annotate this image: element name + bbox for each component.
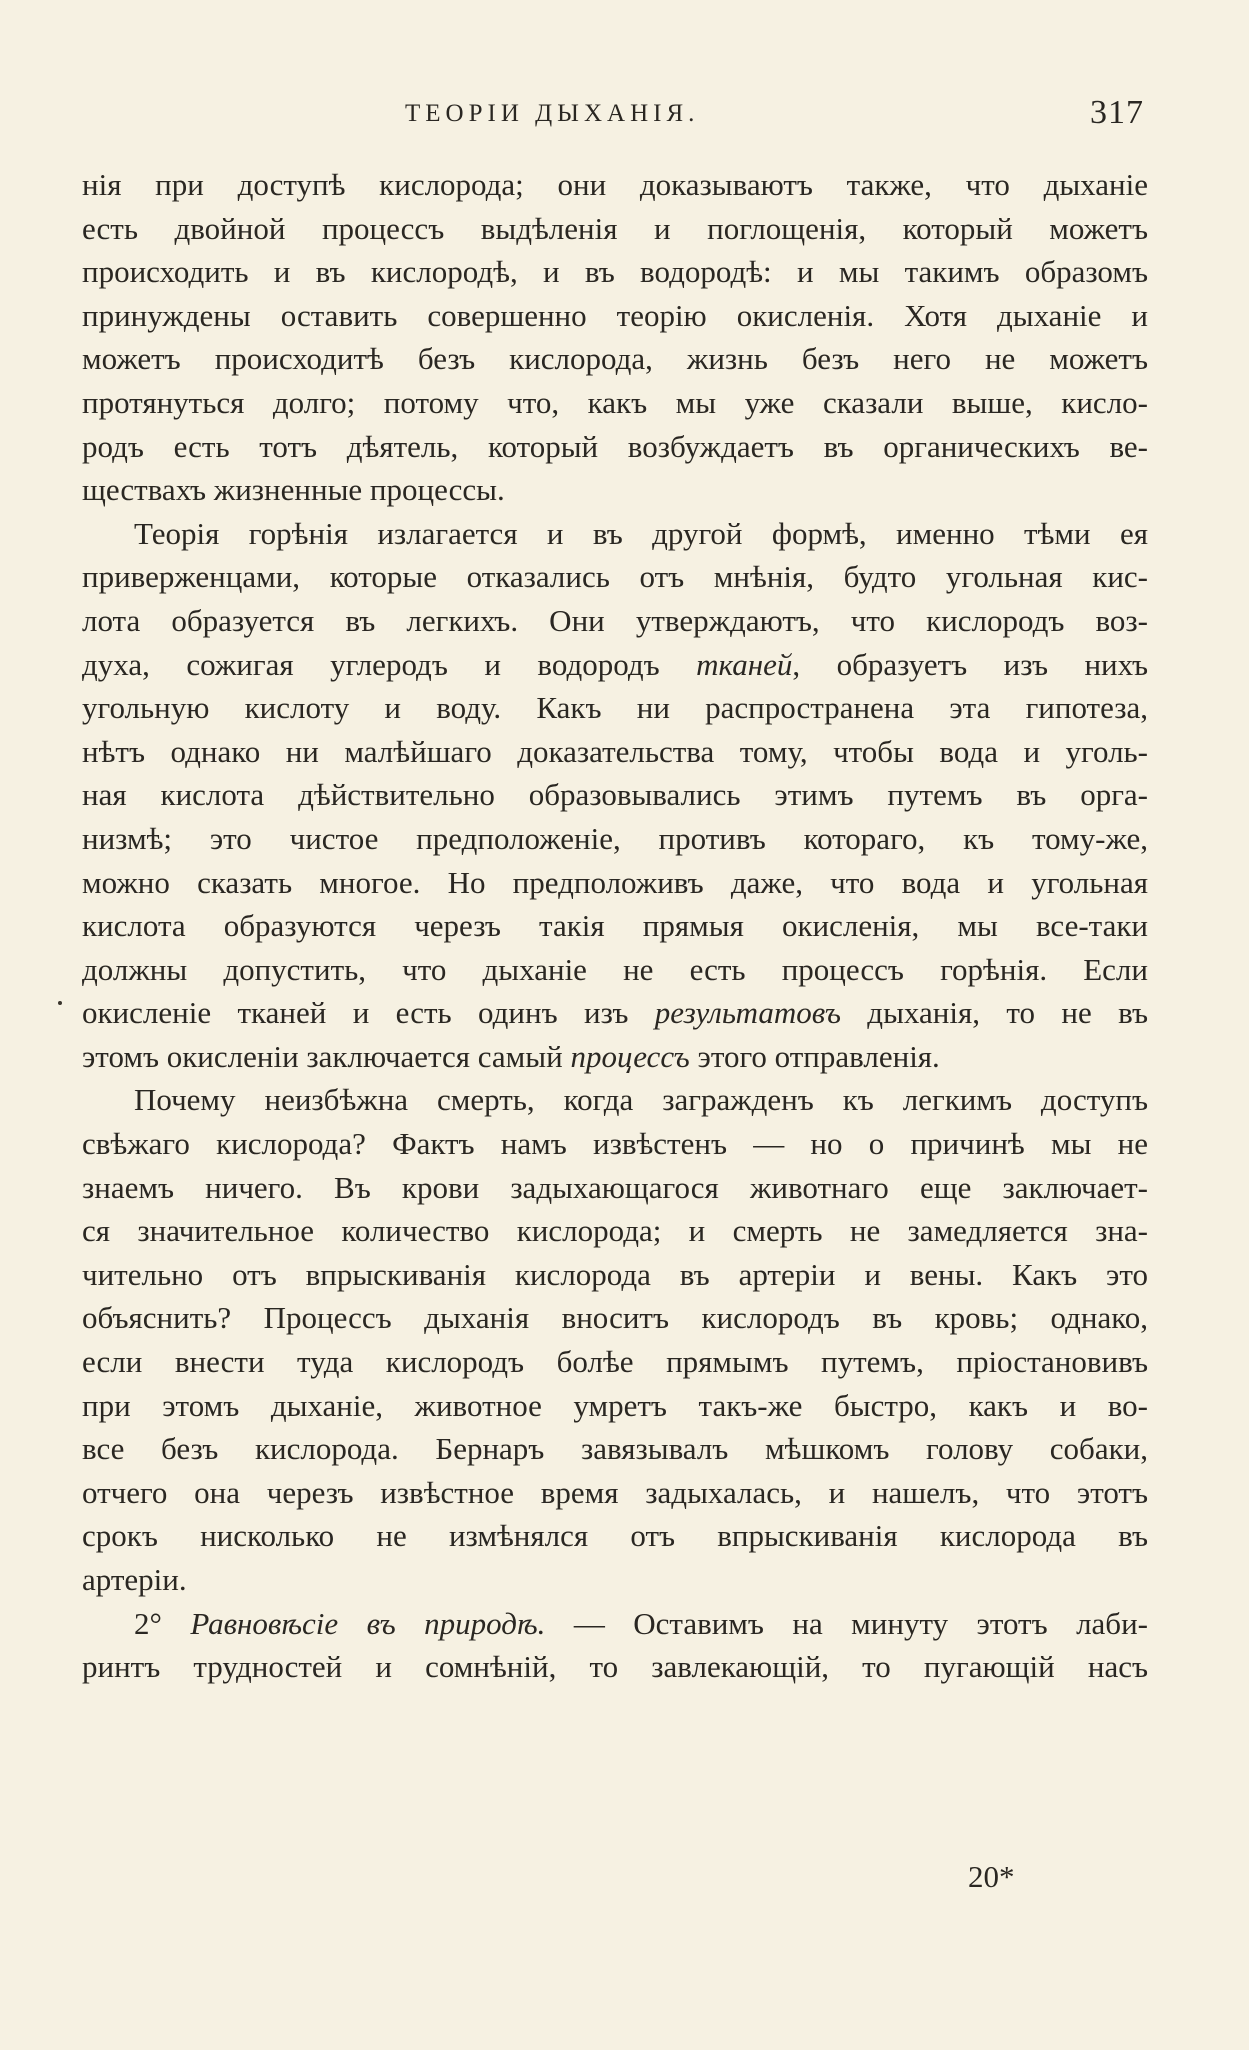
- text-line: отчего она черезъ извѣстное время задыхалась, и нашелъ, что этотъ: [82, 1474, 1148, 1510]
- text-line: [82, 991, 1148, 1035]
- print-speck: [58, 1001, 62, 1005]
- italic-term: результатовъ: [654, 995, 841, 1031]
- text-line: нѣтъ однако ни малѣйшаго доказательства тому, чтобы вода и уголь-: [82, 733, 1148, 769]
- text-run: окисленіе тканей и есть одинъ изъ: [82, 995, 655, 1031]
- body-text: [82, 163, 1148, 1689]
- text-line: чительно отъ впрыскиванія кислорода въ артеріи и вены. Какъ это: [82, 1256, 1148, 1292]
- text-line: объяснить? Процессъ дыханія вноситъ кислородъ въ кровь; однако,: [82, 1300, 1148, 1336]
- text-run: дыханія, то не въ: [840, 995, 1149, 1031]
- signature-mark: 20*: [968, 1859, 1015, 1894]
- text-line: свѣжаго кислорода? Фактъ намъ извѣстенъ — но о причинѣ мы не: [82, 1126, 1148, 1162]
- text-line: лота образуется въ легкихъ. Они утверждаютъ, что кислородъ воз-: [82, 602, 1148, 638]
- text-line: должны допустить, что дыханіе не есть процессъ горѣнія. Если: [82, 951, 1148, 987]
- text-run: , образуетъ изъ нихъ: [792, 646, 1148, 682]
- italic-term: тканей: [696, 646, 793, 682]
- page-number: 317: [1090, 94, 1144, 131]
- text-line: [82, 1602, 1148, 1646]
- text-line: можно сказать многое. Но предположивъ даже, что вода и угольная: [82, 864, 1148, 900]
- text-line: знаемъ ничего. Въ крови задыхающагося животнаго еще заключает-: [82, 1169, 1148, 1205]
- text-line: если внести туда кислородъ болѣе прямымъ путемъ, пріостановивъ: [82, 1344, 1148, 1380]
- text-line: все безъ кислорода. Бернаръ завязывалъ мѣшкомъ голову собаки,: [82, 1431, 1148, 1467]
- text-line: при этомъ дыханіе, животное умретъ такъ-же быстро, какъ и во-: [82, 1387, 1148, 1423]
- text-line: есть двойной процессъ выдѣленія и поглощенія, который можетъ: [82, 210, 1148, 246]
- text-run: этомъ окисленіи заключается самый: [82, 1038, 571, 1074]
- text-line: ринтъ трудностей и сомнѣній, то завлекающій, то пугающій насъ: [82, 1649, 1148, 1685]
- text-line: ществахъ жизненные процессы.: [82, 472, 505, 508]
- text-line: низмѣ; это чистое предположеніе, противъ котораго, къ тому-же,: [82, 820, 1148, 856]
- text-line: [82, 1035, 1148, 1079]
- text-line: приверженцами, которые отказались отъ мнѣнія, будто угольная кис-: [82, 559, 1148, 595]
- text-line: ная кислота дѣйствительно образовывались этимъ путемъ въ орга-: [82, 777, 1148, 813]
- text-line: срокъ нисколько не измѣнялся отъ впрыскиванія кислорода въ: [82, 1518, 1148, 1554]
- text-run: 2°: [134, 1605, 191, 1641]
- text-line: протянуться долго; потому что, какъ мы уже сказали выше, кисло-: [82, 384, 1148, 420]
- text-line: ся значительное количество кислорода; и смерть не замедляется зна-: [82, 1213, 1148, 1249]
- text-line: артеріи.: [82, 1562, 187, 1597]
- text-line: угольную кислоту и воду. Какъ ни распространена эта гипотеза,: [82, 690, 1148, 726]
- text-line: нія при доступѣ кислорода; они доказываютъ также, что дыханіе: [82, 167, 1148, 202]
- text-line: [82, 643, 1148, 687]
- text-line: Почему неизбѣжна смерть, когда загражденъ къ легкимъ доступъ: [134, 1082, 1148, 1118]
- text-line: кислота образуются черезъ такія прямыя окисленія, мы все-таки: [82, 908, 1148, 944]
- text-run: этого отправленія.: [689, 1038, 940, 1074]
- italic-term: Равновѣсіе въ природѣ.: [190, 1605, 546, 1641]
- running-title: ТЕОРІИ ДЫХАНІЯ.: [405, 100, 700, 127]
- text-line: происходить и въ кислородѣ, и въ водородѣ: и мы такимъ образомъ: [82, 254, 1148, 290]
- text-run: — Оставимъ на минуту этотъ лаби-: [545, 1605, 1148, 1641]
- text-line: родъ есть тотъ дѣятель, который возбуждаетъ въ органическихъ ве-: [82, 428, 1148, 464]
- italic-term: процессъ: [570, 1038, 690, 1074]
- text-run: духа, сожигая углеродъ и водородъ: [82, 646, 697, 682]
- text-line: принуждены оставить совершенно теорію окисленія. Хотя дыханіе и: [82, 297, 1148, 333]
- text-line: можетъ происходитѣ безъ кислорода, жизнь безъ него не можетъ: [82, 341, 1148, 377]
- running-head: [0, 94, 1249, 138]
- text-line: Теорія горѣнія излагается и въ другой формѣ, именно тѣми ея: [134, 515, 1148, 551]
